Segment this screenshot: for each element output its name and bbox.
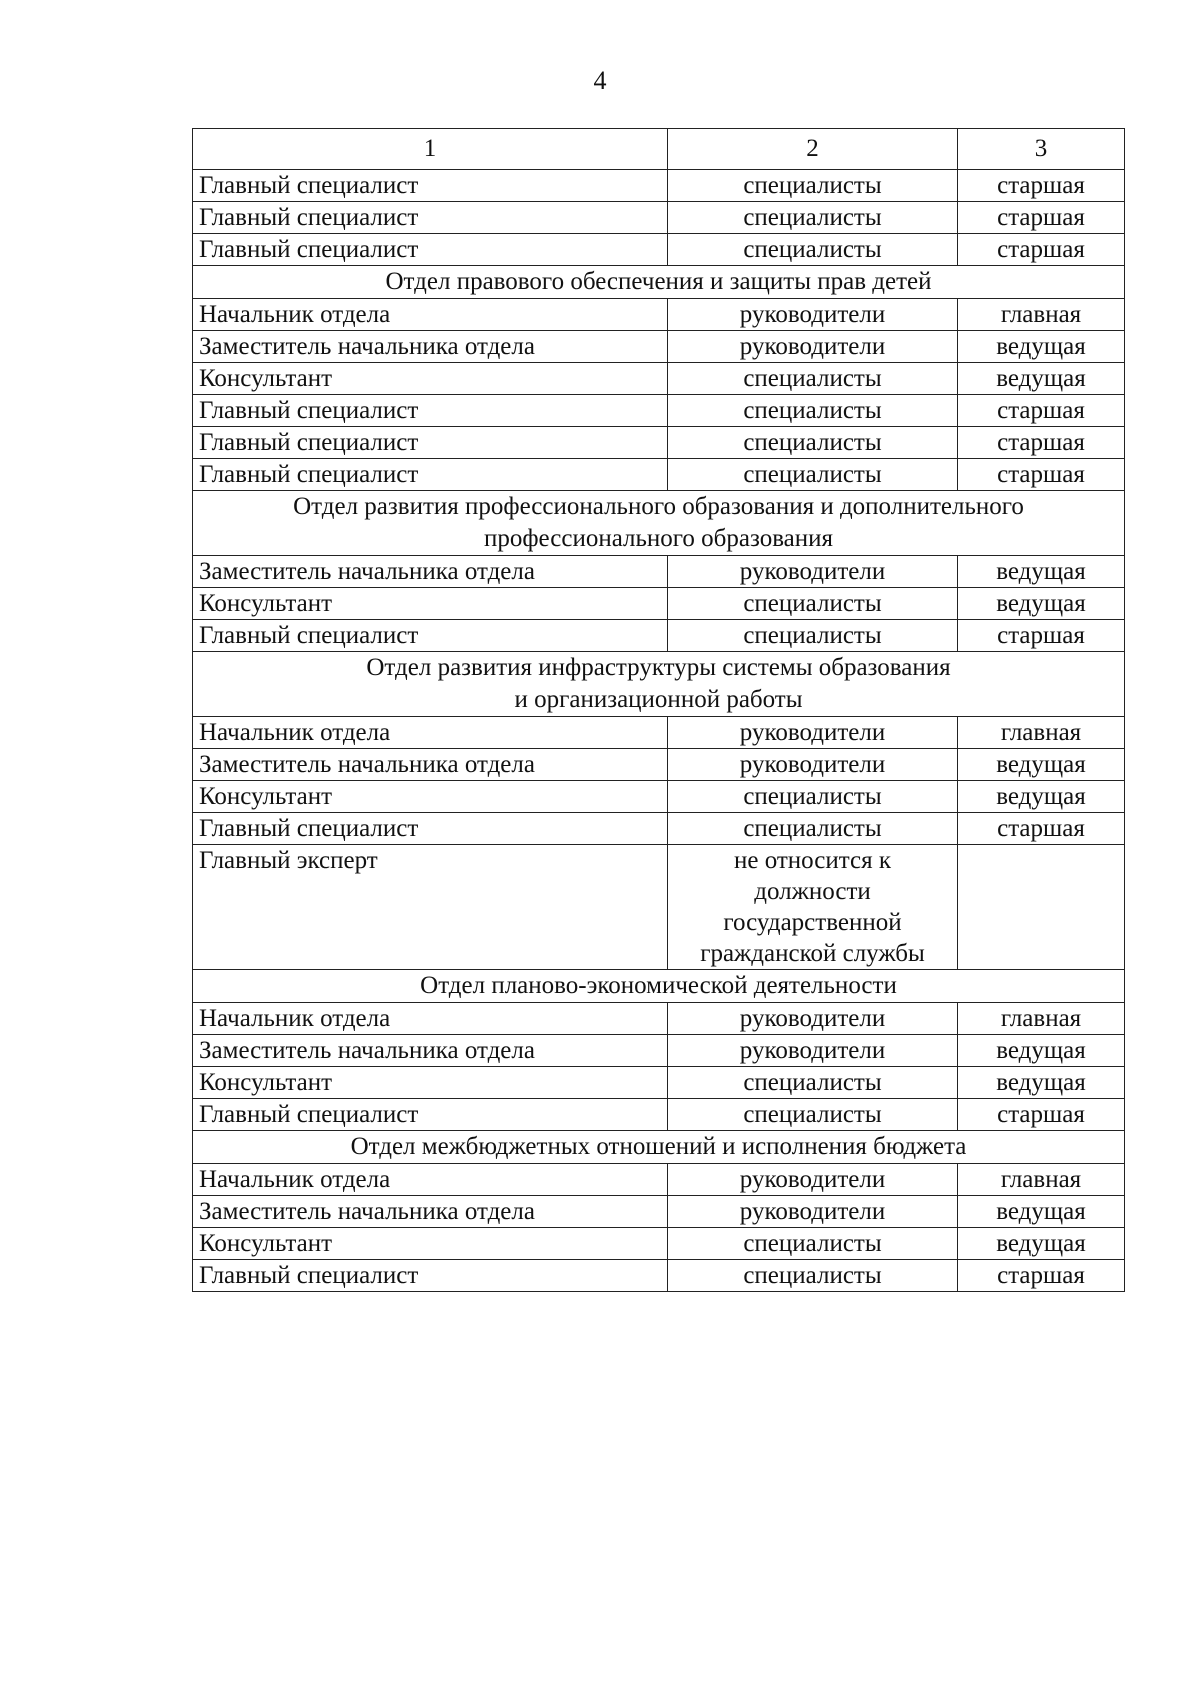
section-title-line: и организационной работы: [514, 686, 803, 713]
table-row: [193, 781, 1125, 813]
page-number: 4: [593, 66, 607, 95]
table-row: [193, 1164, 1125, 1196]
table-row: [193, 813, 1125, 845]
table-row: [193, 1035, 1125, 1067]
group-cell: старшая: [958, 234, 1125, 266]
header-cell-2: 2: [668, 129, 958, 170]
header-cell-1: 1: [193, 129, 668, 170]
position-cell: Главный эксперт: [193, 845, 668, 970]
table-row: [193, 1003, 1125, 1035]
group-cell: ведущая: [958, 1228, 1125, 1260]
category-cell: специалисты: [668, 781, 958, 813]
section-header-row: [193, 491, 1125, 556]
group-cell: ведущая: [958, 363, 1125, 395]
position-cell: Начальник отдела: [193, 299, 668, 331]
table-row: [193, 749, 1125, 781]
position-cell: Главный специалист: [193, 170, 668, 202]
table-row: [193, 202, 1125, 234]
group-cell: ведущая: [958, 781, 1125, 813]
group-cell: ведущая: [958, 588, 1125, 620]
position-cell: Консультант: [193, 1067, 668, 1099]
section-header-row: [193, 266, 1125, 299]
group-cell: старшая: [958, 395, 1125, 427]
position-cell: Заместитель начальника отдела: [193, 556, 668, 588]
table-row: [193, 1067, 1125, 1099]
category-cell: специалисты: [668, 620, 958, 652]
table-row: [193, 556, 1125, 588]
category-cell: руководители: [668, 717, 958, 749]
section-header-row: [193, 970, 1125, 1003]
section-title-line: Отдел развития инфраструктуры системы образования: [366, 654, 951, 681]
category-cell: специалисты: [668, 1260, 958, 1292]
table-row: [193, 1196, 1125, 1228]
category-cell: [668, 845, 958, 970]
category-cell: специалисты: [668, 395, 958, 427]
group-cell: главная: [958, 1164, 1125, 1196]
table-row: [193, 299, 1125, 331]
group-cell: ведущая: [958, 749, 1125, 781]
table-row: [193, 170, 1125, 202]
table-row: [193, 620, 1125, 652]
category-cell: специалисты: [668, 202, 958, 234]
position-cell: Консультант: [193, 781, 668, 813]
section-title: [193, 652, 1125, 717]
group-cell: [958, 845, 1125, 970]
table-row: [193, 331, 1125, 363]
position-cell: Заместитель начальника отдела: [193, 1196, 668, 1228]
position-cell: Начальник отдела: [193, 1164, 668, 1196]
group-cell: главная: [958, 299, 1125, 331]
category-line: гражданской службы: [700, 940, 925, 967]
position-cell: Консультант: [193, 588, 668, 620]
category-cell: руководители: [668, 1196, 958, 1228]
category-cell: специалисты: [668, 1067, 958, 1099]
table-row: [193, 459, 1125, 491]
category-cell: специалисты: [668, 1099, 958, 1131]
group-cell: старшая: [958, 427, 1125, 459]
category-cell: руководители: [668, 1003, 958, 1035]
position-cell: Главный специалист: [193, 1260, 668, 1292]
group-cell: старшая: [958, 1099, 1125, 1131]
position-cell: Главный специалист: [193, 620, 668, 652]
category-line: не относится к: [733, 847, 892, 874]
group-cell: старшая: [958, 1260, 1125, 1292]
category-cell: специалисты: [668, 813, 958, 845]
group-cell: старшая: [958, 813, 1125, 845]
category-cell: руководители: [668, 1035, 958, 1067]
table-header-row: [193, 129, 1125, 170]
position-cell: Консультант: [193, 1228, 668, 1260]
category-cell: специалисты: [668, 234, 958, 266]
position-cell: Заместитель начальника отдела: [193, 749, 668, 781]
table-row: [193, 845, 1125, 970]
position-cell: Главный специалист: [193, 202, 668, 234]
category-cell: руководители: [668, 556, 958, 588]
position-cell: Главный специалист: [193, 1099, 668, 1131]
category-line: государственной: [723, 909, 902, 936]
position-cell: Главный специалист: [193, 395, 668, 427]
group-cell: ведущая: [958, 1196, 1125, 1228]
table-row: [193, 1099, 1125, 1131]
category-cell: руководители: [668, 331, 958, 363]
table-row: [193, 395, 1125, 427]
table-row: [193, 363, 1125, 395]
category-cell: специалисты: [668, 588, 958, 620]
section-title: Отдел межбюджетных отношений и исполнения бюджета: [193, 1131, 1125, 1164]
group-cell: старшая: [958, 170, 1125, 202]
position-cell: Начальник отдела: [193, 1003, 668, 1035]
table-row: [193, 1260, 1125, 1292]
position-cell: Главный специалист: [193, 459, 668, 491]
position-cell: Главный специалист: [193, 427, 668, 459]
group-cell: главная: [958, 717, 1125, 749]
section-title-line: Отдел развития профессионального образования и дополнительного: [293, 493, 1024, 520]
table-row: [193, 1228, 1125, 1260]
group-cell: старшая: [958, 202, 1125, 234]
group-cell: ведущая: [958, 1035, 1125, 1067]
table-body: [193, 129, 1125, 1292]
position-cell: Заместитель начальника отдела: [193, 331, 668, 363]
section-title: Отдел планово-экономической деятельности: [193, 970, 1125, 1003]
table-row: [193, 427, 1125, 459]
category-cell: специалисты: [668, 459, 958, 491]
category-cell: руководители: [668, 299, 958, 331]
table-row: [193, 234, 1125, 266]
position-cell: Консультант: [193, 363, 668, 395]
position-cell: Главный специалист: [193, 234, 668, 266]
position-cell: Заместитель начальника отдела: [193, 1035, 668, 1067]
group-cell: главная: [958, 1003, 1125, 1035]
section-title-line: профессионального образования: [483, 525, 834, 552]
position-cell: Начальник отдела: [193, 717, 668, 749]
section-title: Отдел правового обеспечения и защиты прав детей: [193, 266, 1125, 299]
group-cell: старшая: [958, 459, 1125, 491]
category-cell: специалисты: [668, 427, 958, 459]
section-title: [193, 491, 1125, 556]
group-cell: ведущая: [958, 331, 1125, 363]
category-cell: руководители: [668, 749, 958, 781]
category-cell: специалисты: [668, 363, 958, 395]
category-cell: специалисты: [668, 170, 958, 202]
table-row: [193, 588, 1125, 620]
header-cell-3: 3: [958, 129, 1125, 170]
section-header-row: [193, 652, 1125, 717]
position-cell: Главный специалист: [193, 813, 668, 845]
category-cell: специалисты: [668, 1228, 958, 1260]
category-cell: руководители: [668, 1164, 958, 1196]
staff-positions-table: [192, 128, 1125, 1292]
group-cell: ведущая: [958, 556, 1125, 588]
category-line: должности: [754, 878, 871, 905]
table-row: [193, 717, 1125, 749]
section-header-row: [193, 1131, 1125, 1164]
group-cell: ведущая: [958, 1067, 1125, 1099]
group-cell: старшая: [958, 620, 1125, 652]
